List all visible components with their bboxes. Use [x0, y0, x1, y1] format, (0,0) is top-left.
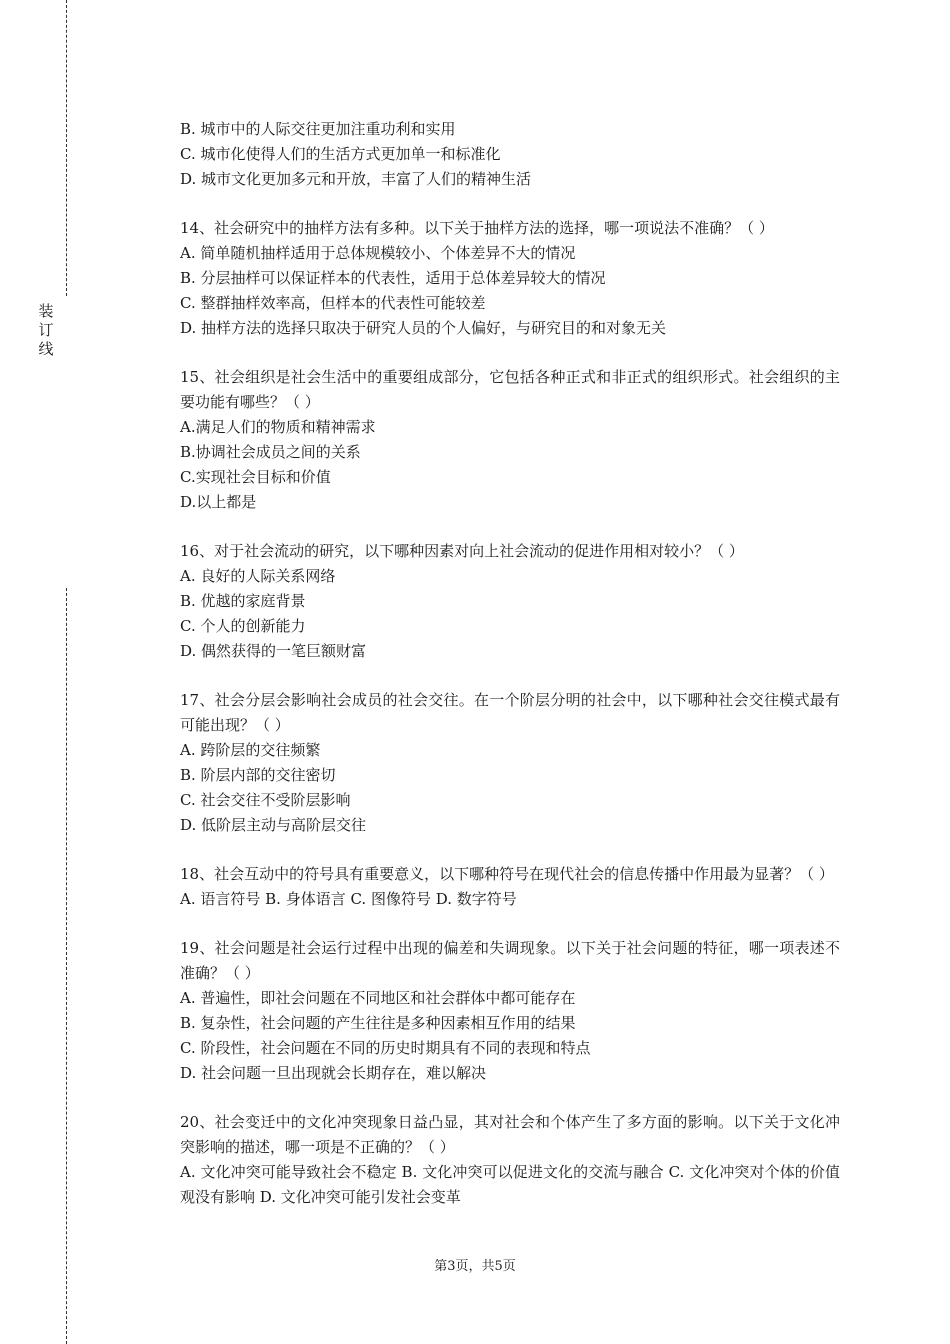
- question-15: [180, 365, 840, 515]
- option: B. 复杂性，社会问题的产生往往是多种因素相互作用的结果: [180, 1014, 576, 1032]
- option: A.满足人们的物质和精神需求: [180, 418, 376, 436]
- exam-content: [180, 117, 840, 1234]
- question-stem: 16、对于社会流动的研究，以下哪种因素对向上社会流动的促进作用相对较小？（ ）: [180, 542, 744, 560]
- option: C. 整群抽样效率高，但样本的代表性可能较差: [180, 294, 486, 312]
- option: A. 良好的人际关系网络: [180, 567, 336, 585]
- continued-question: [180, 117, 840, 192]
- question-stem: 20、社会变迁中的文化冲突现象日益凸显，其对社会和个体产生了多方面的影响。以下关于文化冲突影响的描述，哪一项是不正确的？（ ）: [180, 1113, 840, 1156]
- question-19: [180, 936, 840, 1086]
- binding-dashed-line-top: [66, 0, 67, 296]
- binding-char: 线: [38, 340, 54, 358]
- option: D. 社会问题一旦出现就会长期存在，难以解决: [180, 1064, 487, 1082]
- option: B. 分层抽样可以保证样本的代表性，适用于总体差异较大的情况: [180, 269, 606, 287]
- question-stem: 18、社会互动中的符号具有重要意义，以下哪种符号在现代社会的信息传播中作用最为显著？（ ）: [180, 865, 834, 883]
- option: D. 低阶层主动与高阶层交往: [180, 816, 367, 834]
- option: D.以上都是: [180, 493, 257, 511]
- binding-dashed-line-bottom: [66, 588, 67, 1344]
- option: A. 普遍性，即社会问题在不同地区和社会群体中都可能存在: [180, 989, 576, 1007]
- question-17: [180, 688, 840, 838]
- option: D. 偶然获得的一笔巨额财富: [180, 642, 367, 660]
- question-stem: 17、社会分层会影响社会成员的社会交往。在一个阶层分明的社会中，以下哪种社会交往模式最有可能出现？（ ）: [180, 691, 840, 734]
- option: C. 个人的创新能力: [180, 617, 306, 635]
- option: C.实现社会目标和价值: [180, 468, 331, 486]
- option: A. 语言符号 B. 身体语言 C. 图像符号 D. 数字符号: [180, 890, 517, 908]
- option: C. 社会交往不受阶层影响: [180, 791, 351, 809]
- option: B. 优越的家庭背景: [180, 592, 306, 610]
- option: D. 城市文化更加多元和开放，丰富了人们的精神生活: [180, 170, 532, 188]
- page-footer: 第3页，共5页: [434, 1259, 516, 1274]
- binding-char: 订: [38, 321, 54, 339]
- question-20: [180, 1110, 840, 1210]
- option: B. 阶层内部的交往密切: [180, 766, 336, 784]
- question-stem: 19、社会问题是社会运行过程中出现的偏差和失调现象。以下关于社会问题的特征，哪一项表述不准确？（ ）: [180, 939, 840, 982]
- option: A. 跨阶层的交往频繁: [180, 741, 321, 759]
- question-14: [180, 216, 840, 341]
- binding-char: 装: [38, 302, 54, 320]
- option: D. 抽样方法的选择只取决于研究人员的个人偏好，与研究目的和对象无关: [180, 319, 667, 337]
- option: C. 阶段性，社会问题在不同的历史时期具有不同的表现和特点: [180, 1039, 591, 1057]
- option: C. 城市化使得人们的生活方式更加单一和标准化: [180, 145, 501, 163]
- option: B. 城市中的人际交往更加注重功利和实用: [180, 120, 456, 138]
- question-16: [180, 539, 840, 664]
- option: B.协调社会成员之间的关系: [180, 443, 361, 461]
- question-stem: 15、社会组织是社会生活中的重要组成部分，它包括各种正式和非正式的组织形式。社会组织的主要功能有哪些？（ ）: [180, 368, 840, 411]
- option: A. 文化冲突可能导致社会不稳定 B. 文化冲突可以促进文化的交流与融合 C. 文化冲突对个体的价值观没有影响 D. 文化冲突可能引发社会变革: [180, 1163, 840, 1206]
- question-18: [180, 862, 840, 912]
- question-stem: 14、社会研究中的抽样方法有多种。以下关于抽样方法的选择，哪一项说法不准确？（ ）: [180, 219, 774, 237]
- binding-label: [38, 302, 54, 359]
- option: A. 简单随机抽样适用于总体规模较小、个体差异不大的情况: [180, 244, 576, 262]
